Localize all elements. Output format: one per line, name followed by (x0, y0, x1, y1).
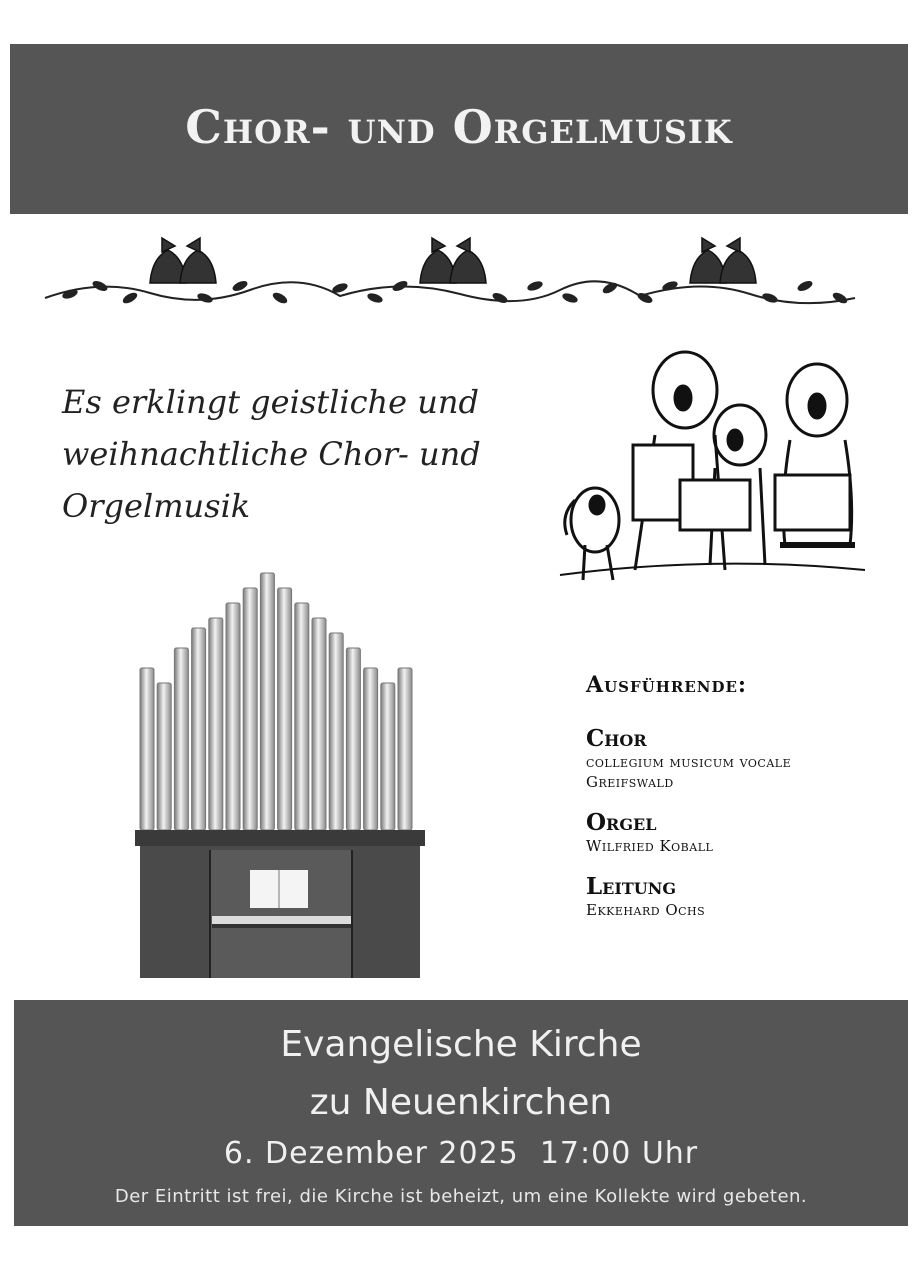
organ-pipe (295, 603, 309, 830)
title-banner (10, 44, 908, 214)
organ-pipe (209, 618, 223, 830)
intro-line: Es erklingt geistliche und (62, 383, 479, 421)
performers-title: Ausführende: (586, 672, 748, 698)
organ-pipe (157, 683, 171, 830)
page-title: Chor- und Orgelmusik (185, 100, 733, 154)
pipe-organ-icon (130, 568, 430, 980)
organ-pipe (312, 618, 326, 830)
organ-pipe (140, 668, 154, 830)
intro-line: Orgelmusik (62, 487, 251, 525)
organ-pipe (226, 603, 240, 830)
venue-line-2: zu Neuenkirchen (309, 1082, 613, 1123)
organ-pipe (260, 573, 274, 830)
event-time: 17:00 Uhr (539, 1136, 699, 1171)
organ-pipe (346, 648, 360, 830)
choir-name-line: collegium musicum vocale (586, 753, 792, 771)
organ-pipe (329, 633, 343, 830)
bells-garland-icon (40, 228, 860, 318)
organ-pipe (192, 628, 206, 830)
choir-name (586, 752, 886, 792)
singing-choir-icon (555, 340, 875, 590)
organ-pipe (398, 668, 412, 830)
intro-text (62, 376, 492, 532)
role-choir: Chor (586, 725, 647, 752)
organist-name-line: Wilfried Koball (586, 837, 714, 855)
conductor-name (586, 900, 886, 920)
organ-pipe (364, 668, 378, 830)
venue-line-1: Evangelische Kirche (280, 1024, 642, 1065)
role-conductor: Leitung (586, 873, 676, 900)
venue-banner (14, 1000, 908, 1226)
conductor-name-line: Ekkehard Ochs (586, 901, 706, 919)
organ-pipe (174, 648, 188, 830)
organ-pipe (278, 588, 292, 830)
event-datetime (14, 1134, 908, 1174)
role-organ: Orgel (586, 809, 657, 836)
performers-section (586, 672, 886, 938)
organ-pipe (243, 588, 257, 830)
intro-line: weihnachtliche Chor- und (62, 435, 481, 473)
admission-note: Der Eintritt ist frei, die Kirche ist beheizt, um eine Kollekte wird gebeten. (114, 1186, 808, 1207)
event-date: 6. Dezember 2025 (223, 1136, 519, 1171)
organist-name (586, 836, 886, 856)
organ-pipe (381, 683, 395, 830)
choir-name-line: Greifswald (586, 773, 674, 791)
